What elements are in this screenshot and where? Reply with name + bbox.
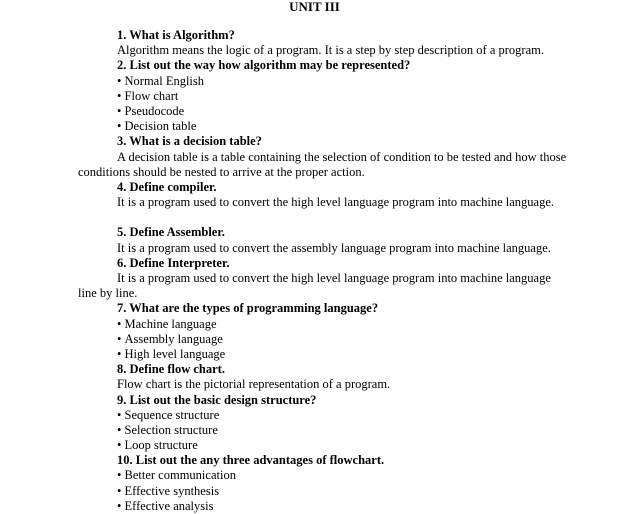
list-item: • Machine language	[0, 317, 629, 332]
list-item: • Effective analysis	[0, 499, 629, 514]
question-1: 1. What is Algorithm?	[117, 28, 235, 42]
list-item: • Loop structure	[0, 438, 629, 453]
question-2: 2. List out the way how algorithm may be represented?	[117, 58, 411, 73]
answer-4: It is a program used to convert the high level language program into machine language.	[117, 195, 555, 210]
answer-6-line-1: It is a program used to convert the high level language program into machine language	[117, 271, 551, 285]
document-body	[0, 28, 629, 514]
list-item: • Pseudocode	[0, 104, 629, 119]
answer-8: Flow chart is the pictorial representation of a program.	[117, 377, 391, 392]
question-10: 10. List out the any three advantages of flowchart.	[117, 453, 385, 468]
list-item: • Sequence structure	[0, 408, 629, 423]
spacer	[0, 210, 629, 225]
list-item: • Better communication	[0, 468, 629, 483]
answer-5: It is a program used to convert the assembly language program into machine language.	[117, 240, 551, 255]
list-item: • High level language	[0, 347, 629, 362]
question-8: 8. Define flow chart.	[117, 362, 225, 377]
list-item: • Flow chart	[0, 89, 629, 104]
unit-title: UNIT III	[289, 0, 340, 14]
question-6: 6. Define Interpreter.	[117, 255, 230, 270]
answer-3-line-2: conditions should be nested to arrive at the proper action.	[78, 164, 365, 179]
question-5: 5. Define Assembler.	[117, 225, 225, 240]
answer-3-line-1: A decision table is a table containing the selection of condition to be tested and how those	[117, 149, 567, 164]
list-item: • Normal English	[0, 74, 629, 89]
list-item: • Effective synthesis	[0, 484, 629, 499]
list-item: • Assembly language	[0, 332, 629, 347]
question-9: 9. List out the basic design structure?	[117, 392, 317, 407]
question-4: 4. Define compiler.	[117, 179, 217, 194]
question-7: 7. What are the types of programming language?	[117, 301, 379, 316]
answer-6-line-2: line by line.	[78, 286, 138, 301]
list-item: • Selection structure	[0, 423, 629, 438]
list-item: • Decision table	[0, 119, 629, 134]
answer-1: Algorithm means the logic of a program. It is a step by step description of a program.	[117, 43, 544, 58]
question-3: 3. What is a decision table?	[117, 134, 262, 149]
